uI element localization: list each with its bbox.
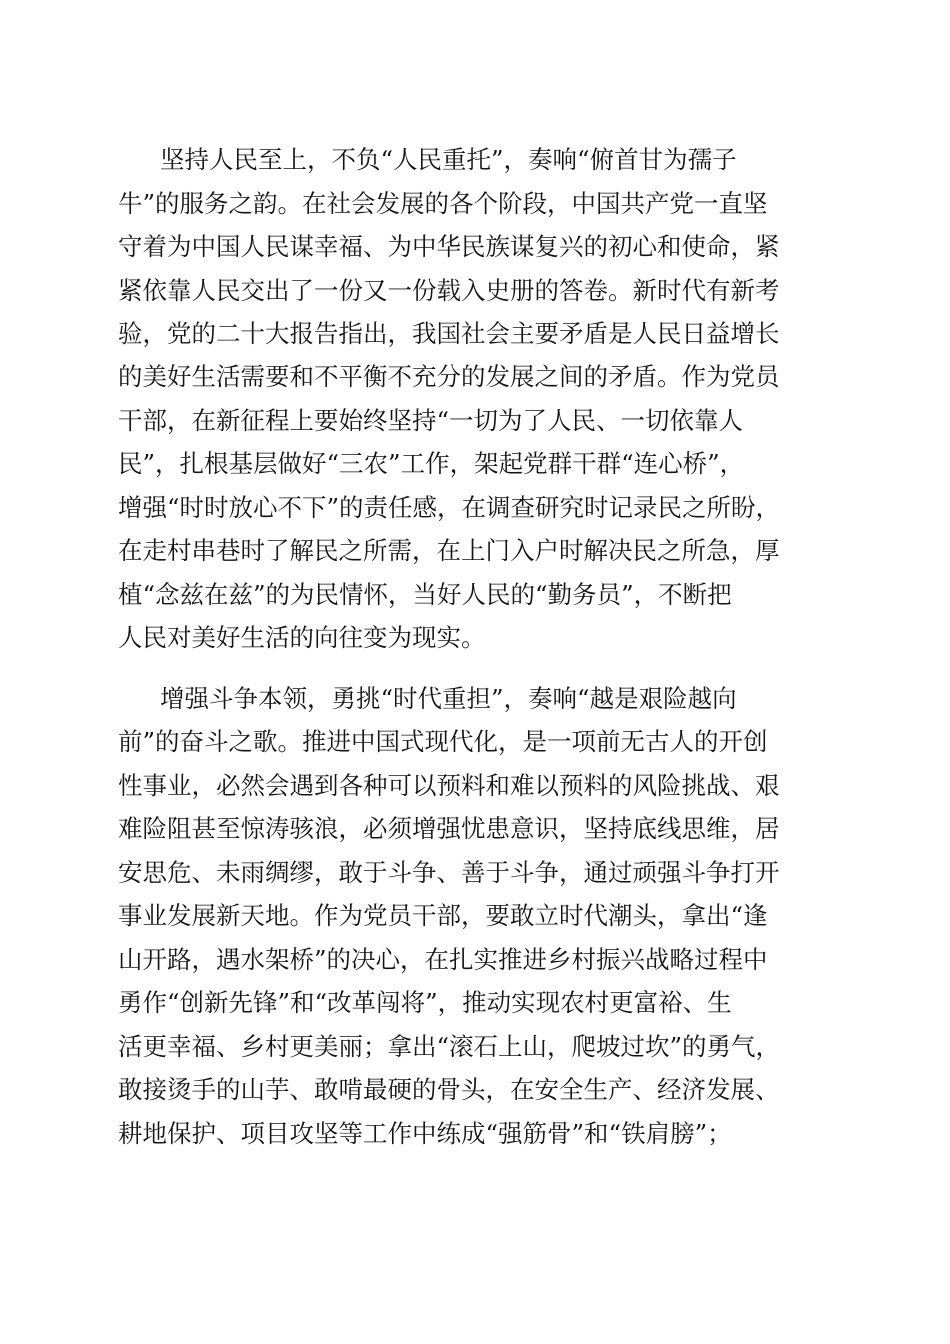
paragraph-line: 增强“时时放心不下”的责任感，在调查研究时记录民之所盼， — [118, 493, 781, 522]
paragraph-line: 安思危、未雨绸缪，敢于斗争、善于斗争，通过顽强斗争打开 — [118, 858, 780, 887]
paragraph-line: 坚持人民至上，不负“人民重托”，奏响“俯首甘为孺子 — [160, 145, 737, 174]
paragraph-line: 民”，扎根基层做好“三农”工作，架起党群干群“连心桥”， — [118, 449, 745, 478]
paragraph-line: 在走村串巷时了解民之所需，在上门入户时解决民之所急，厚 — [118, 536, 780, 565]
paragraph-line: 勇作“创新先锋”和“改革闯将”，推动实现农村更富裕、生 — [118, 988, 732, 1017]
paragraph-line: 活更幸福、乡村更美丽；拿出“滚石上山，爬坡过坎”的勇气， — [118, 1032, 781, 1061]
paragraph-line: 性事业，必然会遇到各种可以预料和难以预料的风险挑战、艰 — [118, 771, 780, 800]
paragraph-line: 耕地保护、项目攻坚等工作中练成“强筋骨”和“铁肩膀”； — [118, 1119, 732, 1148]
paragraph-line: 敢接烫手的山芋、敢啃最硬的骨头，在安全生产、经济发展、 — [118, 1075, 780, 1104]
paragraph-line: 事业发展新天地。作为党员干部，要敢立时代潮头，拿出“逢 — [118, 901, 768, 930]
paragraph-line: 紧依靠人民交出了一份又一份载入史册的答卷。新时代有新考 — [118, 276, 780, 305]
paragraph-line: 山开路，遇水架桥”的决心，在扎实推进乡村振兴战略过程中 — [118, 945, 768, 974]
paragraph-line: 人民对美好生活的向往变为现实。 — [118, 623, 486, 652]
paragraph-line: 难险阻甚至惊涛骇浪，必须增强忧患意识，坚持底线思维，居 — [118, 814, 780, 843]
paragraph-line: 的美好生活需要和不平衡不充分的发展之间的矛盾。作为党员 — [118, 362, 780, 391]
paragraph-line: 干部，在新征程上要始终坚持“一切为了人民、一切依靠人 — [118, 406, 744, 435]
paragraph-line: 牛”的服务之韵。在社会发展的各个阶段，中国共产党一直坚 — [118, 189, 768, 218]
paragraph-line: 验，党的二十大报告指出，我国社会主要矛盾是人民日益增长 — [118, 319, 780, 348]
paragraph-line: 植“念兹在兹”的为民情怀，当好人民的“勤务员”，不断把 — [118, 580, 732, 609]
paragraph-line: 前”的奋斗之歌。推进中国式现代化，是一项前无古人的开创 — [118, 727, 768, 756]
paragraph-line: 增强斗争本领，勇挑“时代重担”，奏响“越是艰险越向 — [160, 684, 737, 713]
paragraph-line: 守着为中国人民谋幸福、为中华民族谋复兴的初心和使命，紧 — [118, 232, 780, 261]
